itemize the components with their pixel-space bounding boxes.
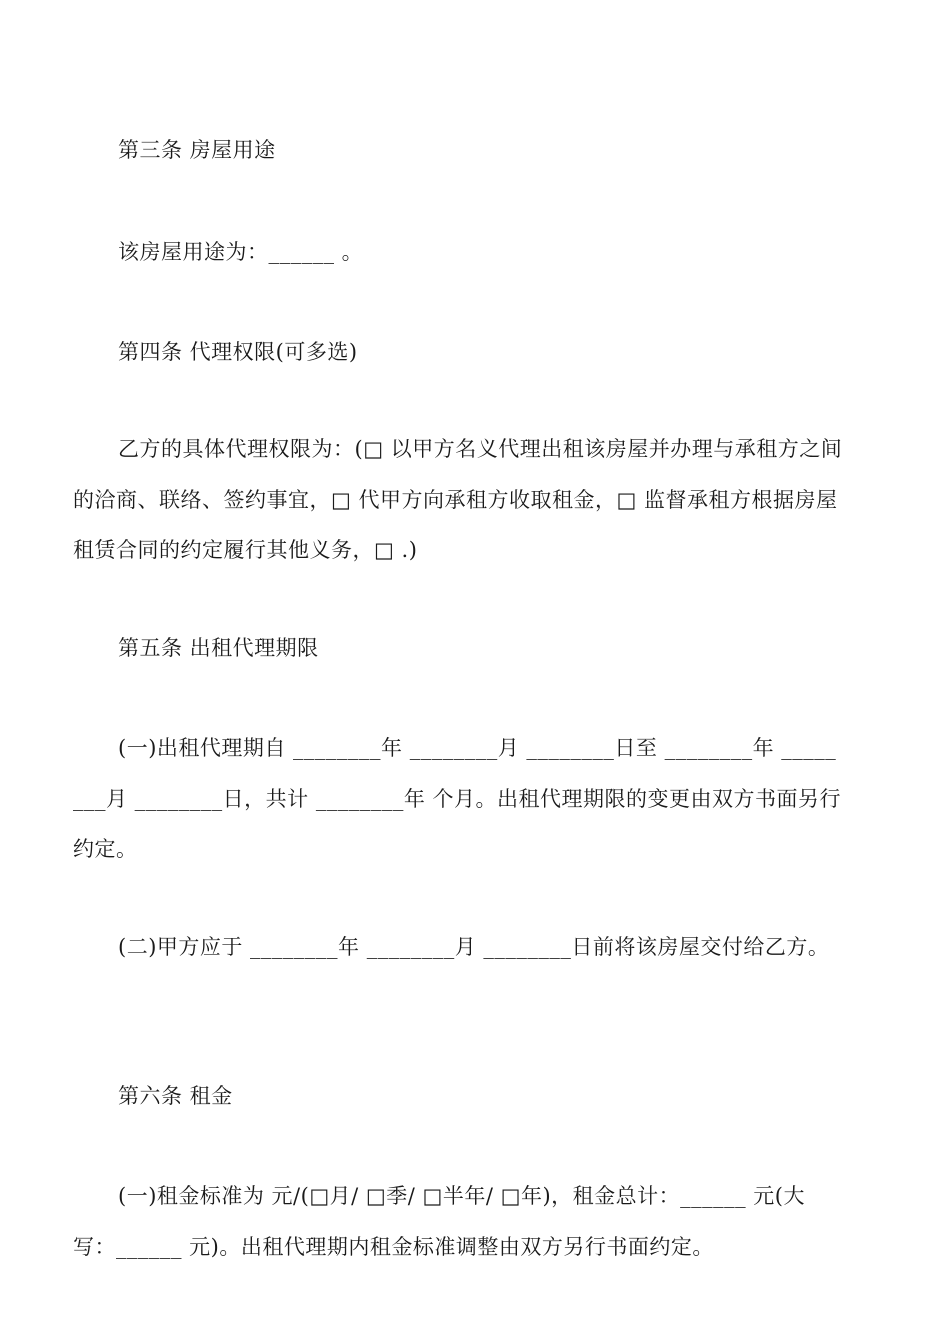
article-4-paragraph-line-1: 乙方的具体代理权限为：(□ 以甲方名义代理出租该房屋并办理与承租方之间 (118, 437, 843, 461)
article-6-heading: 第六条 租金 (118, 1084, 233, 1108)
article-5-clause-1-line-1: (一)出租代理期自 ________年 ________月 ________日至 ________年 _____ (118, 736, 837, 760)
article-5-clause-1-line-2: ___月 ________日，共计 ________年 个月。出租代理期限的变更由双方书面另行 (73, 787, 842, 811)
article-4-paragraph-line-3: 租赁合同的约定履行其他义务，□ .) (73, 538, 418, 562)
article-5-clause-2: (二)甲方应于 ________年 ________月 ________日前将该房屋交付给乙方。 (118, 935, 830, 959)
article-5-heading: 第五条 出租代理期限 (118, 636, 319, 660)
article-3-heading: 第三条 房屋用途 (118, 138, 276, 162)
article-6-clause-1-line-2: 写：______ 元)。出租代理期内租金标准调整由双方另行书面约定。 (73, 1235, 714, 1259)
article-6-clause-1-line-1: (一)租金标准为 元/(□月/ □季/ □半年/ □年)，租金总计：______ 元(大 (118, 1184, 806, 1208)
article-5-clause-1-line-3: 约定。 (73, 837, 138, 861)
article-4-paragraph-line-2: 的洽商、联络、签约事宜，□ 代甲方向承租方收取租金，□ 监督承租方根据房屋 (73, 488, 838, 512)
article-4-heading: 第四条 代理权限(可多选) (118, 340, 358, 364)
article-3-text: 该房屋用途为：______ 。 (118, 240, 364, 264)
